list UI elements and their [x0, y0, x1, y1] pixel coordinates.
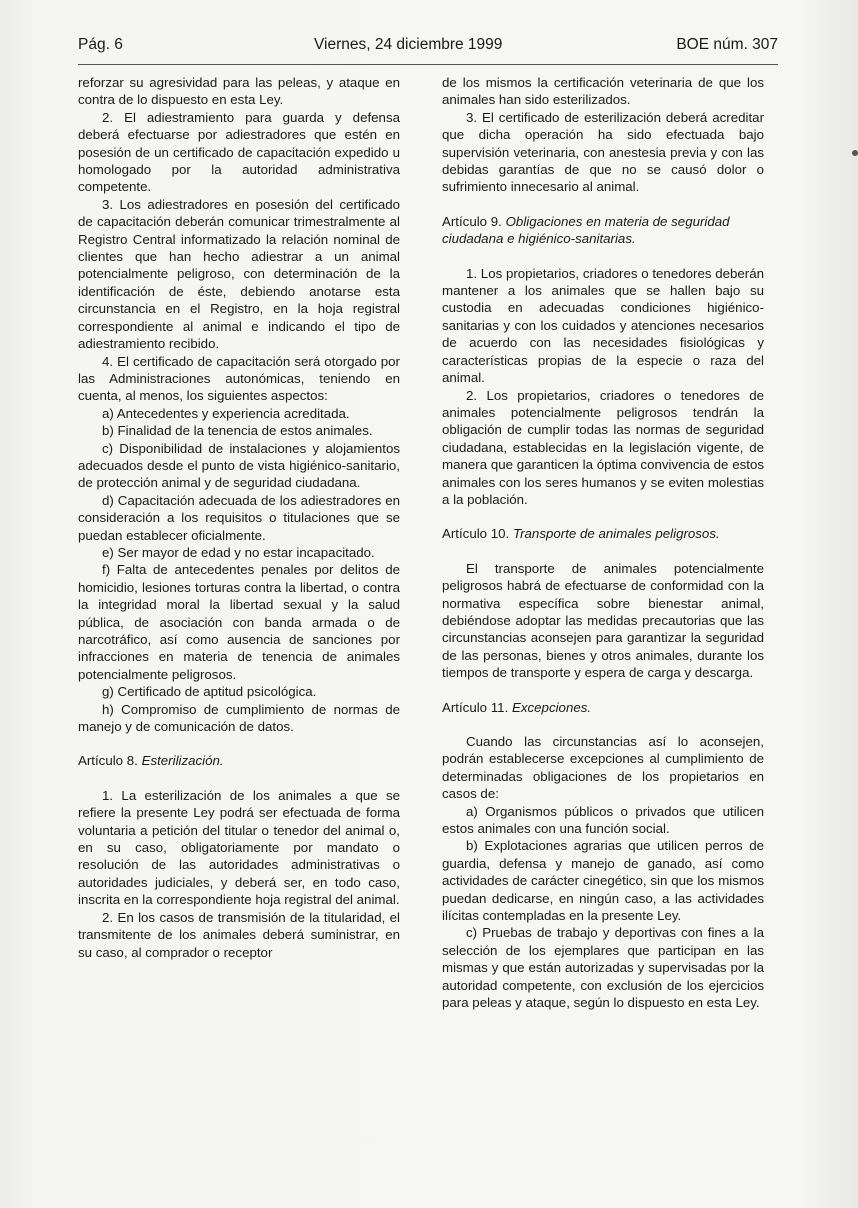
- article-label: Artículo 10.: [442, 526, 510, 542]
- list-item: c) Disponibilidad de instalaciones y alojamientos adecuados desde el punto de vista higiénico-sanitario, de protección animal y de seguridad ciudadana.: [78, 440, 400, 491]
- article-heading: [442, 213, 764, 248]
- paragraph: 1. La esterilización de los animales a que se refiere la presente Ley podrá ser efectuada de forma voluntaria a petición del titular o tenedor del animal o, en su caso, obligatoriamente por mandato o resolución de las autoridades administrativas o autoridades judiciales, y deberá ser, en todo caso, inscrita en la correspondiente hoja registral del animal.: [78, 787, 400, 908]
- list-item: d) Capacitación adecuada de los adiestradores en consideración a los requisitos o titulaciones que se puedan establecer oficialmente.: [78, 492, 400, 543]
- paragraph: 2. El adiestramiento para guarda y defensa deberá efectuarse por adiestradores que estén en posesión de un certificado de capacitación expedido u homologado por la autoridad administrativa competente.: [78, 109, 400, 195]
- publication-date: Viernes, 24 diciembre 1999: [314, 36, 503, 53]
- issue-number: BOE núm. 307: [676, 36, 778, 53]
- page-header: [78, 36, 778, 62]
- list-item: a) Antecedentes y experiencia acreditada.: [102, 405, 350, 421]
- article-label: Artículo 8.: [78, 753, 138, 769]
- paragraph: 2. Los propietarios, criadores o tenedores de animales potencialmente peligrosos tendrán la obligación de cumplir todas las normas de seguridad ciudadana, establecidas en la legislación vigente, de manera que garanticen la óptima convivencia de estos animales con los seres humanos y se eviten molestias a la población.: [442, 387, 764, 507]
- paragraph: Cuando las circunstancias así lo aconsejen, podrán establecerse excepciones al cumplimiento de determinadas obligaciones de los propietarios en casos de:: [442, 734, 764, 802]
- paragraph: reforzar su agresividad para las peleas, y ataque en contra de lo dispuesto en esta Ley.: [78, 75, 400, 108]
- article-heading: [442, 699, 764, 716]
- header-rule: [78, 64, 778, 65]
- list-item: a) Organismos públicos o privados que utilicen estos animales con una función social.: [442, 803, 764, 837]
- list-item: f) Falta de antecedentes penales por delitos de homicidio, lesiones torturas contra la libertad, o contra la integridad moral la libertad sexual y la salud pública, de asociación con banda armada o de narcotráfico, así como ausencia de sanciones por infracciones en materia de tenencia de animales potencialmente peligrosos.: [78, 562, 400, 682]
- scan-edge-mark: [852, 150, 858, 156]
- right-column: [442, 74, 764, 1012]
- paragraph: El transporte de animales potencialmente peligrosos habrá de efectuarse de conformidad con la normativa específica sobre bienestar animal, debiéndose adoptar las medidas precautorias que las circunstancias aconsejen para garantizar la seguridad de las personas, bienes y otros animales, durante los tiempos de transporte y espera de carga y descarga.: [442, 560, 764, 681]
- paragraph: 2. En los casos de transmisión de la titularidad, el transmitente de los animales deberá suministrar, en su caso, al comprador o receptor: [78, 909, 400, 960]
- article-title: Excepciones.: [511, 699, 592, 715]
- paragraph: 3. El certificado de esterilización deberá acreditar que dicha operación ha sido efectuada bajo supervisión veterinaria, con anestesia previa y con las debidas garantías de que no se causó dolor o sufrimiento innecesario al animal.: [442, 109, 764, 195]
- article-label: Artículo 11.: [442, 699, 509, 715]
- article-title: Obligaciones en materia de seguridad ciudadana e higiénico-sanitarias.: [442, 213, 730, 247]
- article-title: Transporte de animales peligrosos.: [512, 526, 720, 542]
- list-item: c) Pruebas de trabajo y deportivas con fines a la selección de los ejemplares que participan en las mismas y que están autorizadas y supervisadas por la autoridad competente, con exclusión de los ejercicios para peleas y ataque, según lo dispuesto en esta Ley.: [442, 925, 764, 1011]
- left-column: [78, 74, 400, 961]
- article-title: Esterilización.: [141, 753, 224, 769]
- list-item: e) Ser mayor de edad y no estar incapacitado.: [102, 544, 375, 560]
- article-heading: [442, 525, 764, 542]
- article-label: Artículo 9.: [442, 213, 502, 229]
- list-item: h) Compromiso de cumplimiento de normas de manejo y de comunicación de datos.: [78, 701, 400, 735]
- paragraph: 4. El certificado de capacitación será otorgado por las Administraciones autonómicas, teniendo en cuenta, al menos, los siguientes aspectos:: [78, 353, 400, 404]
- paragraph: de los mismos la certificación veterinaria de que los animales han sido esterilizados.: [442, 75, 764, 108]
- list-item: b) Explotaciones agrarias que utilicen perros de guardia, defensa y manejo de ganado, así como actividades de carácter cinegético, sin que los mismos puedan dedicarse, en ningún caso, a las actividades ilícitas contempladas en la presente Ley.: [442, 838, 764, 924]
- paragraph: 3. Los adiestradores en posesión del certificado de capacitación deberán comunicar trimestralmente al Registro Central informatizado la relación nominal de clientes que han hecho adiestrar a un animal potencialmente peligroso, con determinación de la identificación de éste, debiendo anotarse esta circunstancia en el Registro, en la hoja registral correspondiente al animal e indicando el tipo de adiestramiento recibido.: [78, 196, 400, 352]
- list-item: b) Finalidad de la tenencia de estos animales.: [102, 423, 373, 439]
- list-item: g) Certificado de aptitud psicológica.: [102, 684, 317, 700]
- page-number: Pág. 6: [78, 36, 123, 53]
- article-heading: [78, 752, 400, 769]
- paragraph: 1. Los propietarios, criadores o tenedores deberán mantener a los animales que se hallen bajo su custodia en adecuadas condiciones higiénico-sanitarias y con los cuidados y atenciones necesarios de acuerdo con las necesidades fisiológicas y características propias de la especie o raza del animal.: [442, 265, 764, 386]
